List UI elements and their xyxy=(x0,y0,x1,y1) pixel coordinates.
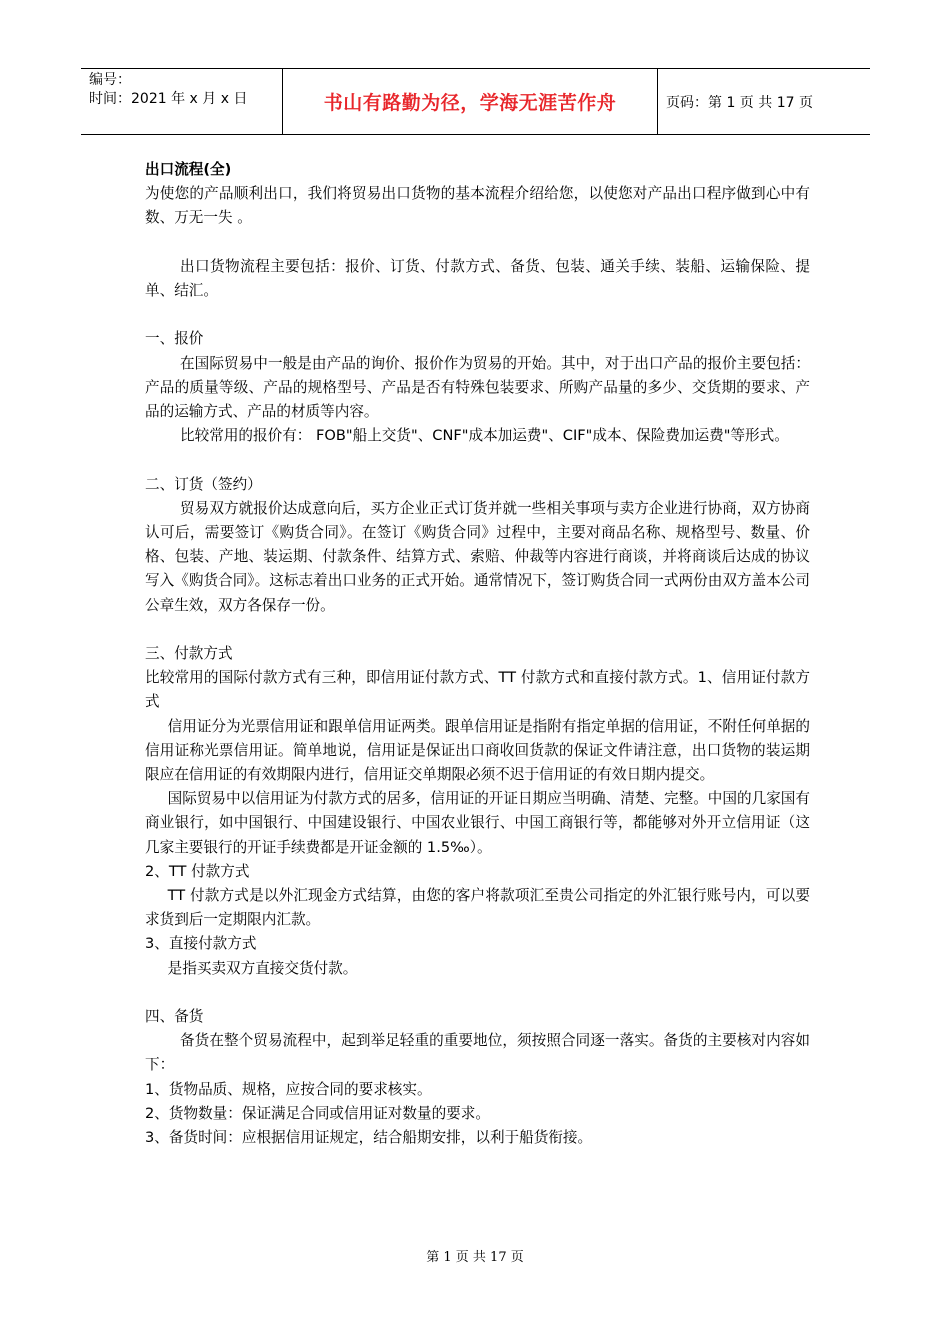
header-page-info: 页码：第 1 页 共 17 页 xyxy=(666,94,813,111)
payment-paragraph-direct: 是指买卖双方直接交货付款。 xyxy=(167,959,358,977)
document-time-label: 时间：2021 年 x 月 x 日 xyxy=(89,91,248,107)
stock-item-2: 2、货物数量：保证满足合同或信用证对数量的要求。 xyxy=(145,1104,490,1122)
header-meta xyxy=(81,69,283,134)
stock-item-3: 3、备货时间：应根据信用证规定，结合船期安排，以利于船货衔接。 xyxy=(145,1129,593,1147)
quote-paragraph-2: 比较常用的报价有： FOB"船上交货"、CNF"成本加运费"、CIF"成本、保险费加运费"等形式。 xyxy=(180,427,789,445)
section-heading-payment: 三、付款方式 xyxy=(145,645,233,662)
intro-paragraph: 为使您的产品顺利出口，我们将贸易出口货物的基本流程介绍给您，以使您对产品出口程序做到心中有数、万无一失 。 xyxy=(145,185,810,227)
order-paragraph: 贸易双方就报价达成意向后，买方企业正式订货并就一些相关事项与卖方企业进行协商，双方协商认可后，需要签订《购货合同》。在签订《购货合同》过程中，主要对商品名称、规格型号、数量、价格、包装、产地、装运期、付款条件、结算方式、索赔、仲裁等内容进行商谈，并将商谈后达成的协议写入《购货合同》。这标志着出口业务的正式开始。通常情况下，签订购货合同一式两份由双方盖本公司公章生效，双方各保存一份。 xyxy=(145,499,810,614)
document-title: 出口流程(全) xyxy=(145,161,232,178)
page-footer: 第 1 页 共 17 页 xyxy=(426,1250,524,1265)
payment-paragraph-1: 比较常用的国际付款方式有三种，即信用证付款方式、TT 付款方式和直接付款方式。1、信用证付款方式 xyxy=(145,669,810,711)
stock-item-1: 1、货物品质、规格，应按合同的要求核实。 xyxy=(145,1080,432,1098)
payment-paragraph-banks: 国际贸易中以信用证为付款方式的居多，信用证的开证日期应当明确、清楚、完整。中国的几家国有商业银行，如中国银行、中国建设银行、中国农业银行、中国工商银行等，都能够对外开立信用证（这几家主要银行的开证手续费都是开证金额的 1.5‰）。 xyxy=(145,790,810,856)
document-number-label: 编号： xyxy=(89,72,131,88)
payment-subheading-direct: 3、直接付款方式 xyxy=(145,935,257,953)
payment-paragraph-lc: 信用证分为光票信用证和跟单信用证两类。跟单信用证是指附有指定单据的信用证，不附任何单据的信用证称光票信用证。简单地说，信用证是保证出口商收回货款的保证文件请注意，出口货物的装运期限应在信用证的有效期限内进行，信用证交单期限必须不迟于信用证的有效日期内提交。 xyxy=(145,717,810,784)
header-motto: 书山有路勤为径，学海无涯苦作舟 xyxy=(283,69,658,134)
payment-paragraph-tt: TT 付款方式是以外汇现金方式结算，由您的客户将款项汇至贵公司指定的外汇银行账号内，可以要求货到后一定期限内汇款。 xyxy=(145,887,810,929)
stock-paragraph: 备货在整个贸易流程中，起到举足轻重的重要地位，须按照合同逐一落实。备货的主要核对内容如下： xyxy=(145,1032,810,1074)
section-heading-order: 二、订货（签约） xyxy=(145,475,262,493)
section-heading-stock: 四、备货 xyxy=(145,1008,204,1026)
payment-subheading-tt: 2、TT 付款方式 xyxy=(145,862,250,880)
section-heading-quote: 一、报价 xyxy=(145,330,204,348)
overview-paragraph: 出口货物流程主要包括：报价、订货、付款方式、备货、包装、通关手续、装船、运输保险、提单、结汇。 xyxy=(145,257,810,299)
quote-paragraph-1: 在国际贸易中一般是由产品的询价、报价作为贸易的开始。其中，对于出口产品的报价主要包括：产品的质量等级、产品的规格型号、产品是否有特殊包装要求、所购产品量的多少、交货期的要求、产品的运输方式、产品的材质等内容。 xyxy=(145,354,810,420)
document-body xyxy=(145,158,810,1150)
page-header xyxy=(81,68,870,135)
